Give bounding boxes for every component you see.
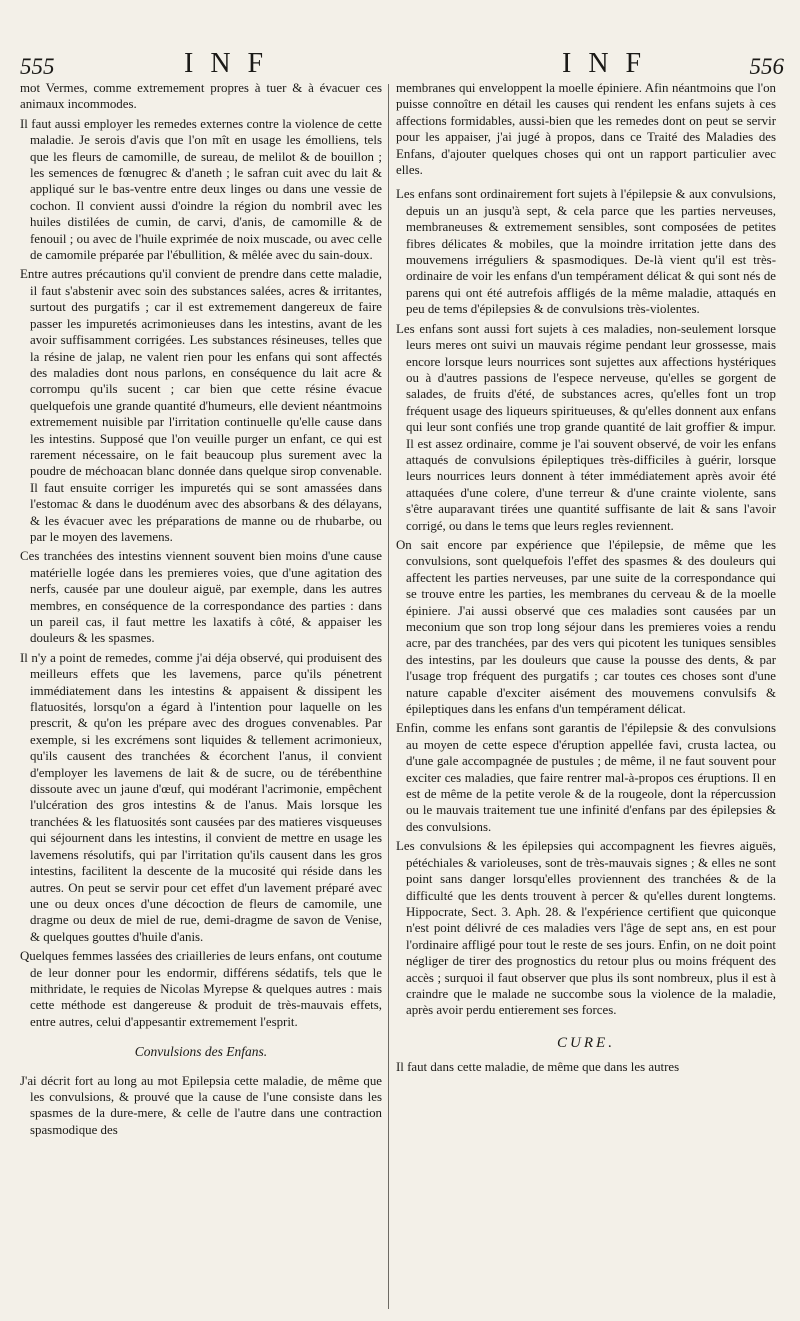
paragraph: Enfin, comme les enfans sont garantis de l'épilepsie & des convulsions au moyen de cette espece d'éruption appellée favi, crusta lactea, ou d'une gale accompagnée de pustules ; de même, il ne faut souvent pour exciter ces maladies, que faire rentrer mal-à-propos ces éruptions. Il en est de même de la petite verole & de la rougeole, dont la répercussion ou le mauvais traitement tue une infinité d'enfans par des épilepsies & des convulsions. xyxy=(396,721,776,834)
paragraph: Ces tranchées des intestins viennent souvent bien moins d'une cause matérielle logée dans les premieres voies, que d'une agitation des nerfs, causée par une douleur aiguë, par exemple, dans les autres membres, en conséquence de la correspondance des parties : dans un pareil cas, il faut mettre les laxatifs à côté, & appaiser les douleurs & les spasmes. xyxy=(20,549,382,646)
column-divider xyxy=(388,84,389,1309)
paragraph: Les enfans sont aussi fort sujets à ces maladies, non-seulement lorsque leurs meres ont suivi un mauvais régime pendant leur grossesse, mais encore lorsque leurs nourrices sont sujettes aux affections hystériques ou à d'autres passions de l'espece nerveuse, qu'elles se gorgent de salades, de fruits d'été, de substances acres, qu'elles font un trop fréquent usage des liqueurs spiritueuses, & qu'elles donnent aux enfans qui leur sont confiés une trop grande quantité de lait groffier & impur. Il est assez ordinaire, comme je l'ai souvent observé, de voir les enfans attaqués de convulsions épileptiques très-difficiles à guérir, lorsque leurs nourrices leurs donnent à téter immédiatement après avoir été attaquées d'une colere, d'une terreur & d'une crainte violente, sans s'être auparavant tirées une quantité suffisante de lait & sans l'avoir corrigé, ou dans le tems que leurs regles reviennent. xyxy=(396,321,776,533)
paragraph: Les convulsions & les épilepsies qui accompagnent les fievres aiguës, pétéchiales & varioleuses, sont de très-mauvais signes ; & elles ne sont point sans danger lorsqu'elles proviennent des tranchées & de la difficulté que les dents trouvent à percer & qu'elles durent longtems. Hippocrate, Sect. 3. Aph. 28. & l'expérience certifient que quiconque n'est point délivré de ces maladies vers l'âge de sept ans, en est pour l'ordinaire affligé pour tout le reste de ses jours. Enfin, on ne doit point négliger de tirer des prognostics du retour plus ou moins fréquent des accès ; surquoi il faut observer que plus ils sont nombreux, plus il est à craindre que le malade ne succombe sous la violence de la maladie, après avoir perdu entierement ses forces. xyxy=(396,839,776,1018)
paragraph: Les enfans sont ordinairement fort sujets à l'épilepsie & aux convulsions, depuis un an jusqu'à sept, & cela parce que les parties nerveuses, membraneuses & extremement sensibles, sont composées de petites fibres délicates & mobiles, que la moindre irritation jette dans des mouvemens irréguliers & spasmodiques. De-là vient qu'il est très-ordinaire de voir les enfans d'un tempérament délicat & qui sont nés de parens qui ont été autrefois affligés de la même maladie, attaqués en peu de tems d'épilepsies & de convulsions très-violentes. xyxy=(396,187,776,317)
paragraph: Entre autres précautions qu'il convient de prendre dans cette maladie, il faut s'abstenir avec soin des substances salées, acres & irritantes, surtout des purgatifs ; car il est extremement dangereux de faire passer les impuretés acrimonieuses dans les intestins, avant de les avoir suffisamment corrigées. Les substances résineuses, telles que la résine de jalap, ne valent rien pour les enfans qui sont affectés des maladies dont nous parlons, en conséquence du lait acre & corrompu qu'ils sucent ; car bien que cette résine évacue quelquefois une grande quantité d'humeurs, elle devient néantmoins extremement nuisible par l'irritation continuelle qu'elle cause dans les intestins. Supposé que l'on veuille purger un enfant, ce qui est rarement nécessaire, on le fait beaucoup plus surement avec la poudre de méchoacan blanc donnée dans quelque sirop convenable. Il faut ensuite corriger les impuretés qui se sont amassées dans l'estomac & dans le duodénum avec des absorbans & des délayans, & les évacuer avec les préparations de manne ou de rhubarbe, ou par le moyen des lavemens. xyxy=(20,267,382,544)
cure-heading: CURE. xyxy=(557,1034,615,1051)
page-number-right: 556 xyxy=(749,54,784,79)
left-column xyxy=(20,80,382,1312)
page-number-left: 555 xyxy=(20,54,55,79)
paragraph: On sait encore par expérience que l'épilepsie, de même que les convulsions, sont quelquefois l'effet des spasmes & des douleurs qui affectent les parties nerveuses, par une suite de la correspondance qui se trouve entre les parties, les membranes du cerveau & de la moelle épiniere. J'ai aussi observé que ces maladies sont causées par un meconium que son trop long séjour dans les premieres voies a rendu acre, par des tranchées, par des vers qui picotent les tuniques sensibles des intestins, par les douleurs que cause la pousse des dents, & par l'usage trop fréquent des purgatifs ; car toutes ces choses sont d'une nature capable d'exciter aisément des mouvemens convulsifs & épileptiques dans les enfans d'un tempérament délicat. xyxy=(396,537,776,717)
paragraph: Quelques femmes lassées des criailleries de leurs enfans, ont coutume de leur donner pour les endormir, différens sédatifs, tels que le mithridate, le requies de Nicolas Myrepse & quelques autres : mais cette méthode est dangereuse & produit de très-mauvais effets, entre autres, celui d'appesantir extremement l'esprit. xyxy=(20,949,382,1029)
paragraph: Il faut aussi employer les remedes externes contre la violence de cette maladie. Je serois d'avis que l'on mît en usage les émolliens, tels que les fleurs de camomille, de sureau, de melilot & de bouillon ; les semences de fœnugrec & d'aneth ; le safran cuit avec du lait & appliqué sur le bas-ventre entre deux linges ou dans une vessie de cochon. Il convient aussi d'oindre la région du nombril avec les huiles distilées de cumin, de carvi, d'anis, de camomille & de fenouil ; ou avec de l'huile exprimée de noix muscade, ou avec celle de camomile préparée par l'ébullition, & mêlée avec du sain-doux. xyxy=(20,116,382,263)
section-subheading: Convulsions des Enfans. xyxy=(134,1044,268,1060)
paragraph: mot Vermes, comme extremement propres à tuer & à évacuer ces animaux incommodes. xyxy=(20,81,382,112)
paragraph: membranes qui enveloppent la moelle épiniere. Afin néantmoins que l'on puisse connoître en détail les causes qui rendent les enfans sujets à ces affections formidables, aussi-bien que les remedes dont on peut se servir pour les appaiser, j'ai jugé à propos, dans ce Traité des Maladies des Enfans, d'ajouter quelques choses qui ont un rapport particulier avec elles. xyxy=(396,81,776,178)
running-head-right: I N F xyxy=(562,48,647,79)
paragraph: Il faut dans cette maladie, de même que dans les autres xyxy=(396,1060,680,1075)
running-head-left: I N F xyxy=(184,48,269,79)
paragraph: J'ai décrit fort au long au mot Epilepsia cette maladie, de même que les convulsions, & prouvé que la cause de l'une consiste dans les spasmes de la dure-mere, & celle de l'autre dans une contraction spasmodique des xyxy=(20,1073,382,1137)
right-column xyxy=(396,80,776,1312)
paragraph: Il n'y a point de remedes, comme j'ai déja observé, qui produisent des meilleurs effets que les lavemens, parce qu'ils pénetrent immédiatement dans les intestins & appaisent & dissipent les flatuosités, lorsqu'on a égard à l'intention pour laquelle on les prescrit, & qu'on les prépare avec des drogues convenables. Par exemple, si les excrémens sont liquides & tellement acrimonieux, qu'ils causent des tranchées & écorchent l'anus, il convient d'employer les lavemens de lait & de sucre, ou de térébenthine dissoute avec un jaune d'œuf, qui modérant l'acrimonie, empêchent l'ulcération des gros intestins & de l'anus. Mais lorsque les tranchées & les flatuosités sont causées par des matieres visqueuses qui séjournent dans les intestins, il convient de mettre en usage les lavemens résolutifs, qui par l'irritation qu'ils causent dans les gros intestins, facilitent la descente de la mucosité qui réside dans les autres. On peut se servir pour cet effet d'un lavement préparé avec une ou deux onces d'une décoction de fleurs de camomile, une dragme ou deux de miel de rue, demi-dragme de savon de Venise, & quelques gouttes d'huile d'anis. xyxy=(20,650,382,944)
